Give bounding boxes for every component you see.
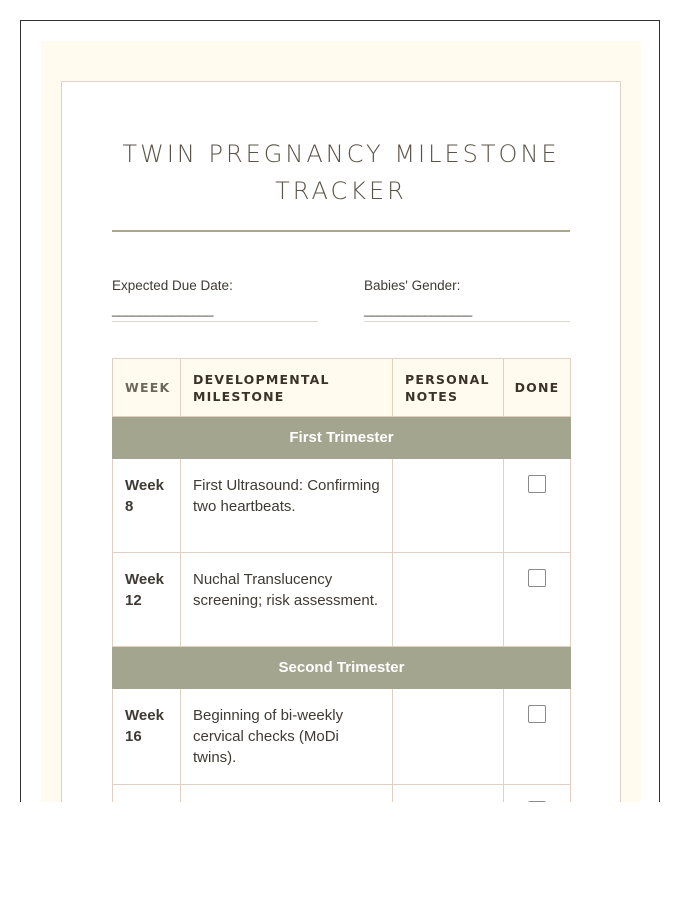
week-cell <box>113 785 181 803</box>
page-frame <box>20 20 660 802</box>
page-title: TWIN PREGNANCY MILESTONE TRACKER <box>122 140 560 205</box>
section-row <box>113 417 571 459</box>
header-notes: PERSONAL NOTES <box>393 359 504 417</box>
notes-cell[interactable] <box>393 553 504 647</box>
milestone-cell <box>181 785 393 803</box>
done-checkbox[interactable] <box>528 705 546 723</box>
notes-cell[interactable] <box>393 689 504 785</box>
section-title: First Trimester <box>113 417 571 459</box>
tracker-card <box>61 81 621 802</box>
gender-label: Babies' Gender: <box>364 278 461 293</box>
table-row <box>113 553 571 647</box>
done-cell <box>504 553 571 647</box>
page-background <box>41 41 641 802</box>
gender-field <box>364 278 570 322</box>
header-milestone: DEVELOPMENTAL MILESTONE <box>181 359 393 417</box>
milestone-cell: Beginning of bi-weekly cervical checks (MoDi twins). <box>181 689 393 785</box>
due-date-label: Expected Due Date: <box>112 278 233 293</box>
milestone-cell: Nuchal Translucency screening; risk assessment. <box>181 553 393 647</box>
title-divider <box>112 230 570 232</box>
gender-blank[interactable]: ________________ <box>364 303 570 322</box>
done-cell <box>504 689 571 785</box>
section-row <box>113 647 571 689</box>
done-checkbox[interactable] <box>528 475 546 493</box>
notes-cell[interactable] <box>393 785 504 803</box>
table-header-row <box>113 359 571 417</box>
table-row <box>113 689 571 785</box>
done-checkbox[interactable] <box>528 801 546 802</box>
week-cell: Week 16 <box>113 689 181 785</box>
done-cell <box>504 785 571 803</box>
notes-cell[interactable] <box>393 459 504 553</box>
table-row <box>113 459 571 553</box>
week-cell: Week 12 <box>113 553 181 647</box>
table-row <box>113 785 571 803</box>
section-title: Second Trimester <box>113 647 571 689</box>
due-date-blank[interactable]: _______________ <box>112 303 318 322</box>
header-week: WEEK <box>113 359 181 417</box>
week-cell: Week 8 <box>113 459 181 553</box>
done-cell <box>504 459 571 553</box>
header-done: DONE <box>504 359 571 417</box>
done-checkbox[interactable] <box>528 569 546 587</box>
due-date-field <box>112 278 318 322</box>
milestone-cell: First Ultrasound: Confirming two heartbeats. <box>181 459 393 553</box>
milestone-table <box>112 358 571 802</box>
